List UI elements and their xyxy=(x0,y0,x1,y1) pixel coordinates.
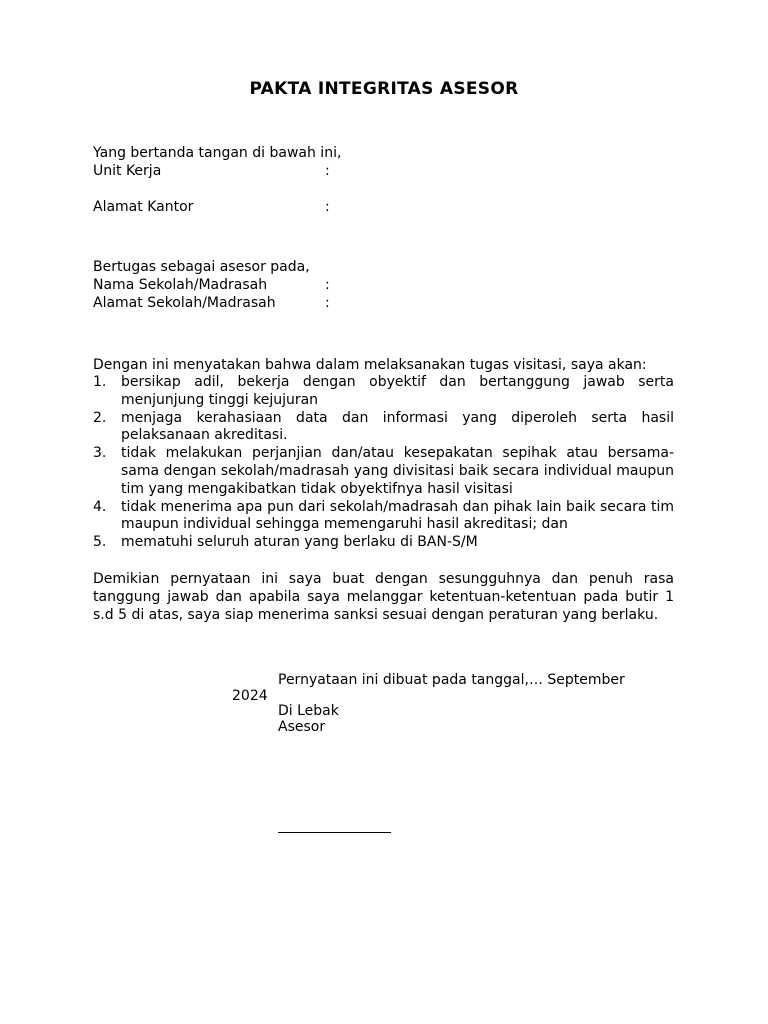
list-item xyxy=(93,534,674,552)
intro-text: Yang bertanda tangan di bawah ini, xyxy=(93,145,342,161)
signature-place: Di Lebak xyxy=(278,703,339,719)
alamat-kantor-label: Alamat Kantor xyxy=(93,199,194,215)
list-item-text: bersikap adil, bekerja dengan obyektif dan bertanggung jawab serta menjunjung tinggi kejujuran xyxy=(121,374,674,408)
list-item-text: tidak menerima apa pun dari sekolah/madrasah dan pihak lain baik secara tim maupun individual sehingga memengaruhi hasil akreditasi; dan xyxy=(121,498,674,533)
assignment-intro: Bertugas sebagai asesor pada, xyxy=(93,259,310,275)
unit-kerja-colon: : xyxy=(325,163,330,179)
list-item-text: mematuhi seluruh aturan yang berlaku di BAN-S/M xyxy=(121,534,478,551)
statement-intro: Dengan ini menyatakan bahwa dalam melaksanakan tugas visitasi, saya akan: xyxy=(93,357,647,373)
list-item-text: menjaga kerahasiaan data dan informasi yang diperoleh serta hasil pelaksanaan akreditasi. xyxy=(121,409,674,444)
list-item-number: 1. xyxy=(93,374,107,390)
list-item-number: 2. xyxy=(93,409,107,426)
closing-paragraph: Demikian pernyataan ini saya buat dengan sesungguhnya dan penuh rasa tanggung jawab dan apabila saya melanggar ketentuan-ketentuan pada butir 1 s.d 5 di atas, saya siap menerima sanksi sesuai dengan peraturan yang berlaku. xyxy=(93,571,674,623)
alamat-sekolah-label: Alamat Sekolah/Madrasah xyxy=(93,295,276,311)
alamat-kantor-colon: : xyxy=(325,199,330,215)
list-item xyxy=(93,499,674,535)
list-item-number: 4. xyxy=(93,498,107,515)
commitment-list xyxy=(93,374,674,552)
signature-year: 2024 xyxy=(232,688,268,704)
nama-sekolah-label: Nama Sekolah/Madrasah xyxy=(93,277,268,293)
list-item xyxy=(93,374,674,410)
list-item-number: 3. xyxy=(93,445,107,462)
list-item xyxy=(93,445,674,498)
list-item xyxy=(93,410,674,446)
signature-line xyxy=(278,832,391,833)
alamat-sekolah-colon: : xyxy=(325,295,330,311)
nama-sekolah-colon: : xyxy=(325,277,330,293)
document-title: PAKTA INTEGRITAS ASESOR xyxy=(249,79,519,99)
list-item-text: tidak melakukan perjanjian dan/atau kesepakatan sepihak atau bersama-sama dengan sekolah/madrasah yang divisitasi baik secara individual maupun tim yang mengakibatkan tidak obyektifnya hasil visitasi xyxy=(121,445,674,497)
list-item-number: 5. xyxy=(93,534,107,551)
unit-kerja-label: Unit Kerja xyxy=(93,163,162,179)
signature-role: Asesor xyxy=(278,719,326,735)
signature-date-line: Pernyataan ini dibuat pada tanggal,… September xyxy=(278,672,625,688)
